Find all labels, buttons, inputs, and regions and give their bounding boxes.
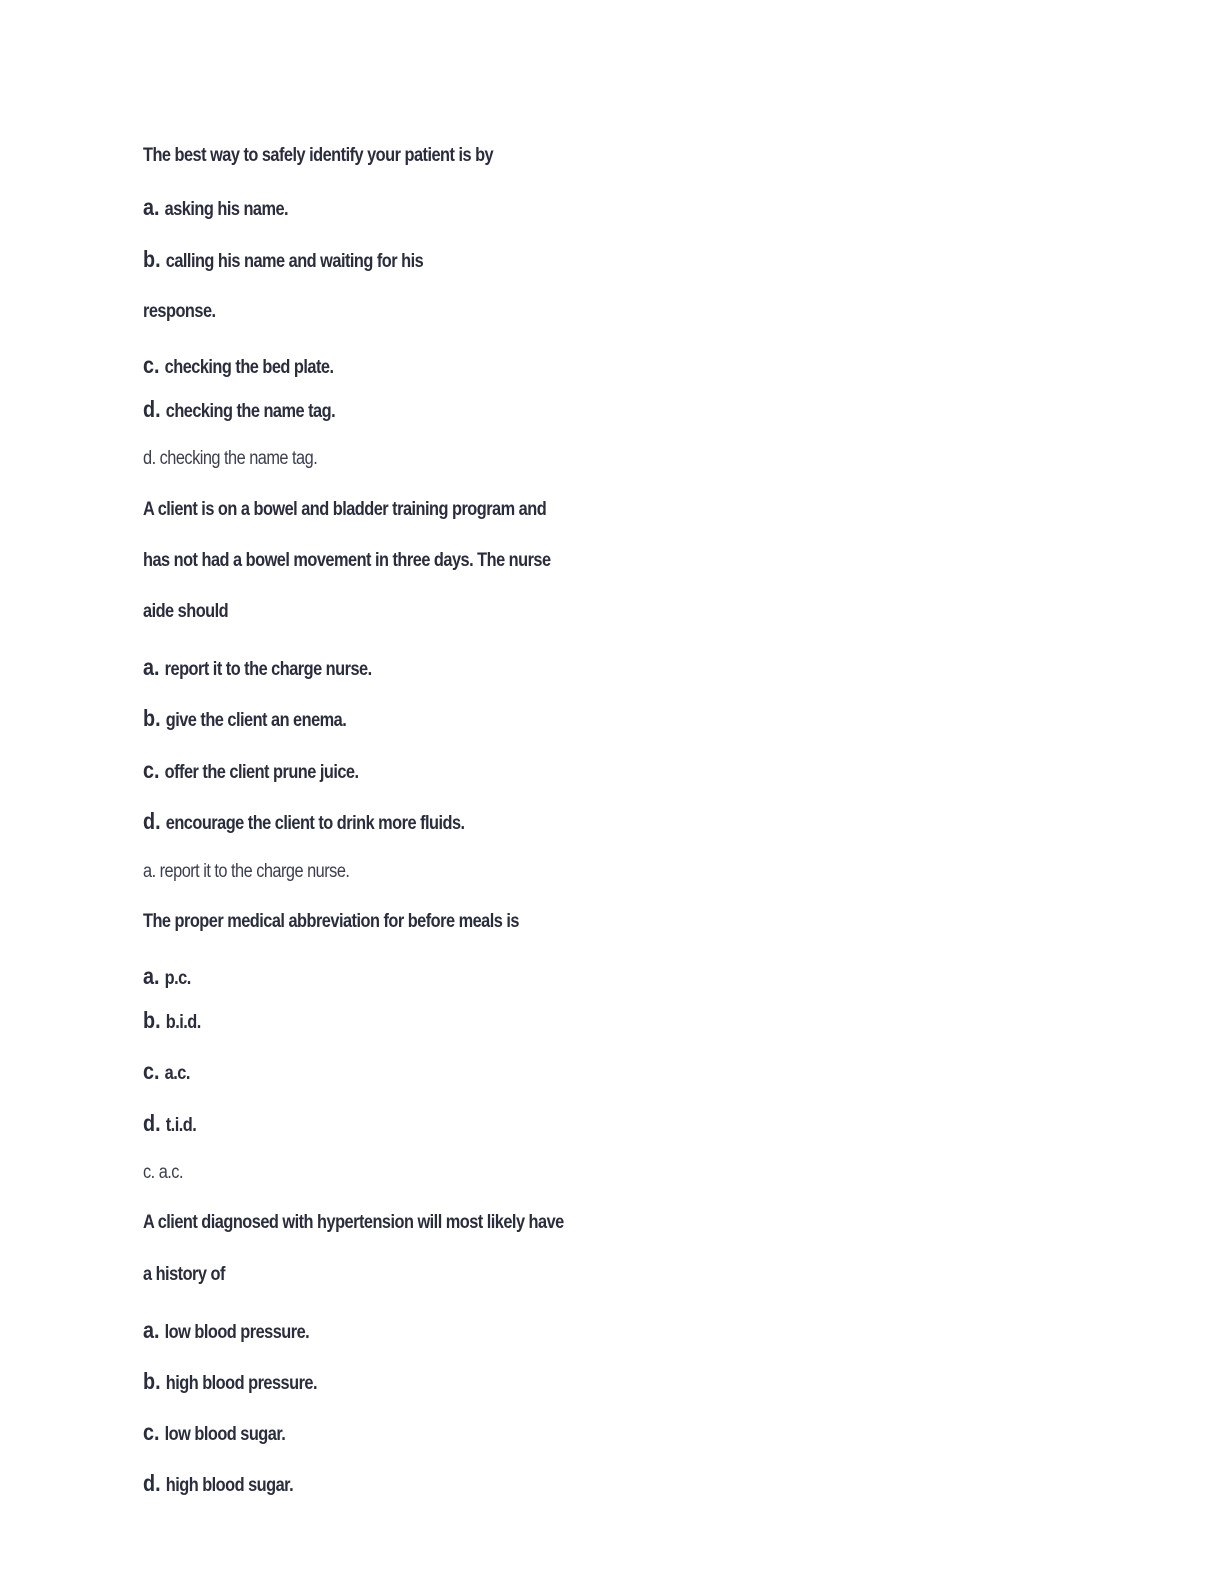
- option-letter: d.: [143, 1110, 161, 1136]
- option-text: a.c.: [164, 1063, 190, 1084]
- option-letter: c.: [143, 757, 160, 783]
- option-letter: d.: [143, 808, 161, 834]
- question-3-stem: The proper medical abbreviation for before meals is: [143, 911, 519, 932]
- option-letter: b.: [143, 705, 161, 731]
- option-text: checking the bed plate.: [164, 357, 334, 378]
- question-4-option-a: [143, 1317, 309, 1344]
- option-letter: c.: [143, 352, 160, 378]
- option-text: checking the name tag.: [165, 401, 336, 422]
- option-letter: d.: [143, 1470, 161, 1496]
- question-3-answer: c. a.c.: [143, 1162, 183, 1183]
- option-text: t.i.d.: [165, 1115, 197, 1136]
- option-letter: a.: [143, 963, 160, 989]
- option-text: asking his name.: [164, 199, 289, 220]
- question-3-option-a: [143, 963, 191, 990]
- question-1-option-c: [143, 352, 333, 379]
- option-text: offer the client prune juice.: [164, 762, 359, 783]
- option-text: give the client an enema.: [165, 710, 347, 731]
- option-text: high blood sugar.: [165, 1475, 294, 1496]
- question-1-option-d: [143, 396, 335, 423]
- question-2-answer: a. report it to the charge nurse.: [143, 861, 350, 882]
- option-letter: c.: [143, 1058, 160, 1084]
- option-text: low blood pressure.: [164, 1322, 310, 1343]
- question-2-option-a: [143, 654, 372, 681]
- question-4-option-b: [143, 1368, 317, 1395]
- option-letter: a.: [143, 1317, 160, 1343]
- question-2-stem-line-2: has not had a bowel movement in three days. The nurse: [143, 550, 551, 571]
- option-letter: a.: [143, 654, 160, 680]
- question-1-option-b: [143, 246, 423, 273]
- option-letter: a.: [143, 194, 160, 220]
- question-2-stem-line-3: aide should: [143, 601, 229, 622]
- question-3-option-d: [143, 1110, 196, 1137]
- option-text: report it to the charge nurse.: [164, 659, 372, 680]
- option-letter: b.: [143, 1007, 161, 1033]
- question-4-option-d: [143, 1470, 293, 1497]
- question-4-stem-line-2: a history of: [143, 1264, 225, 1285]
- question-3-option-c: [143, 1058, 190, 1085]
- option-letter: d.: [143, 396, 161, 422]
- question-4-option-c: [143, 1419, 285, 1446]
- question-2-option-c: [143, 757, 359, 784]
- question-2-stem-line-1: A client is on a bowel and bladder training program and: [143, 499, 547, 520]
- option-letter: b.: [143, 1368, 161, 1394]
- question-1-option-b-continued: response.: [143, 301, 216, 322]
- option-text: b.i.d.: [165, 1012, 201, 1033]
- option-text: encourage the client to drink more fluids.: [165, 813, 465, 834]
- option-letter: b.: [143, 246, 161, 272]
- question-2-option-d: [143, 808, 465, 835]
- question-3-option-b: [143, 1007, 201, 1034]
- question-1-stem: The best way to safely identify your patient is by: [143, 145, 494, 166]
- question-4-stem-line-1: A client diagnosed with hypertension will most likely have: [143, 1212, 564, 1233]
- question-1-option-a: [143, 194, 288, 221]
- option-letter: c.: [143, 1419, 160, 1445]
- question-1-answer: d. checking the name tag.: [143, 448, 318, 469]
- option-text: low blood sugar.: [164, 1424, 286, 1445]
- option-text: high blood pressure.: [165, 1373, 318, 1394]
- option-text: calling his name and waiting for his: [165, 251, 424, 272]
- option-text: p.c.: [164, 968, 191, 989]
- question-2-option-b: [143, 705, 346, 732]
